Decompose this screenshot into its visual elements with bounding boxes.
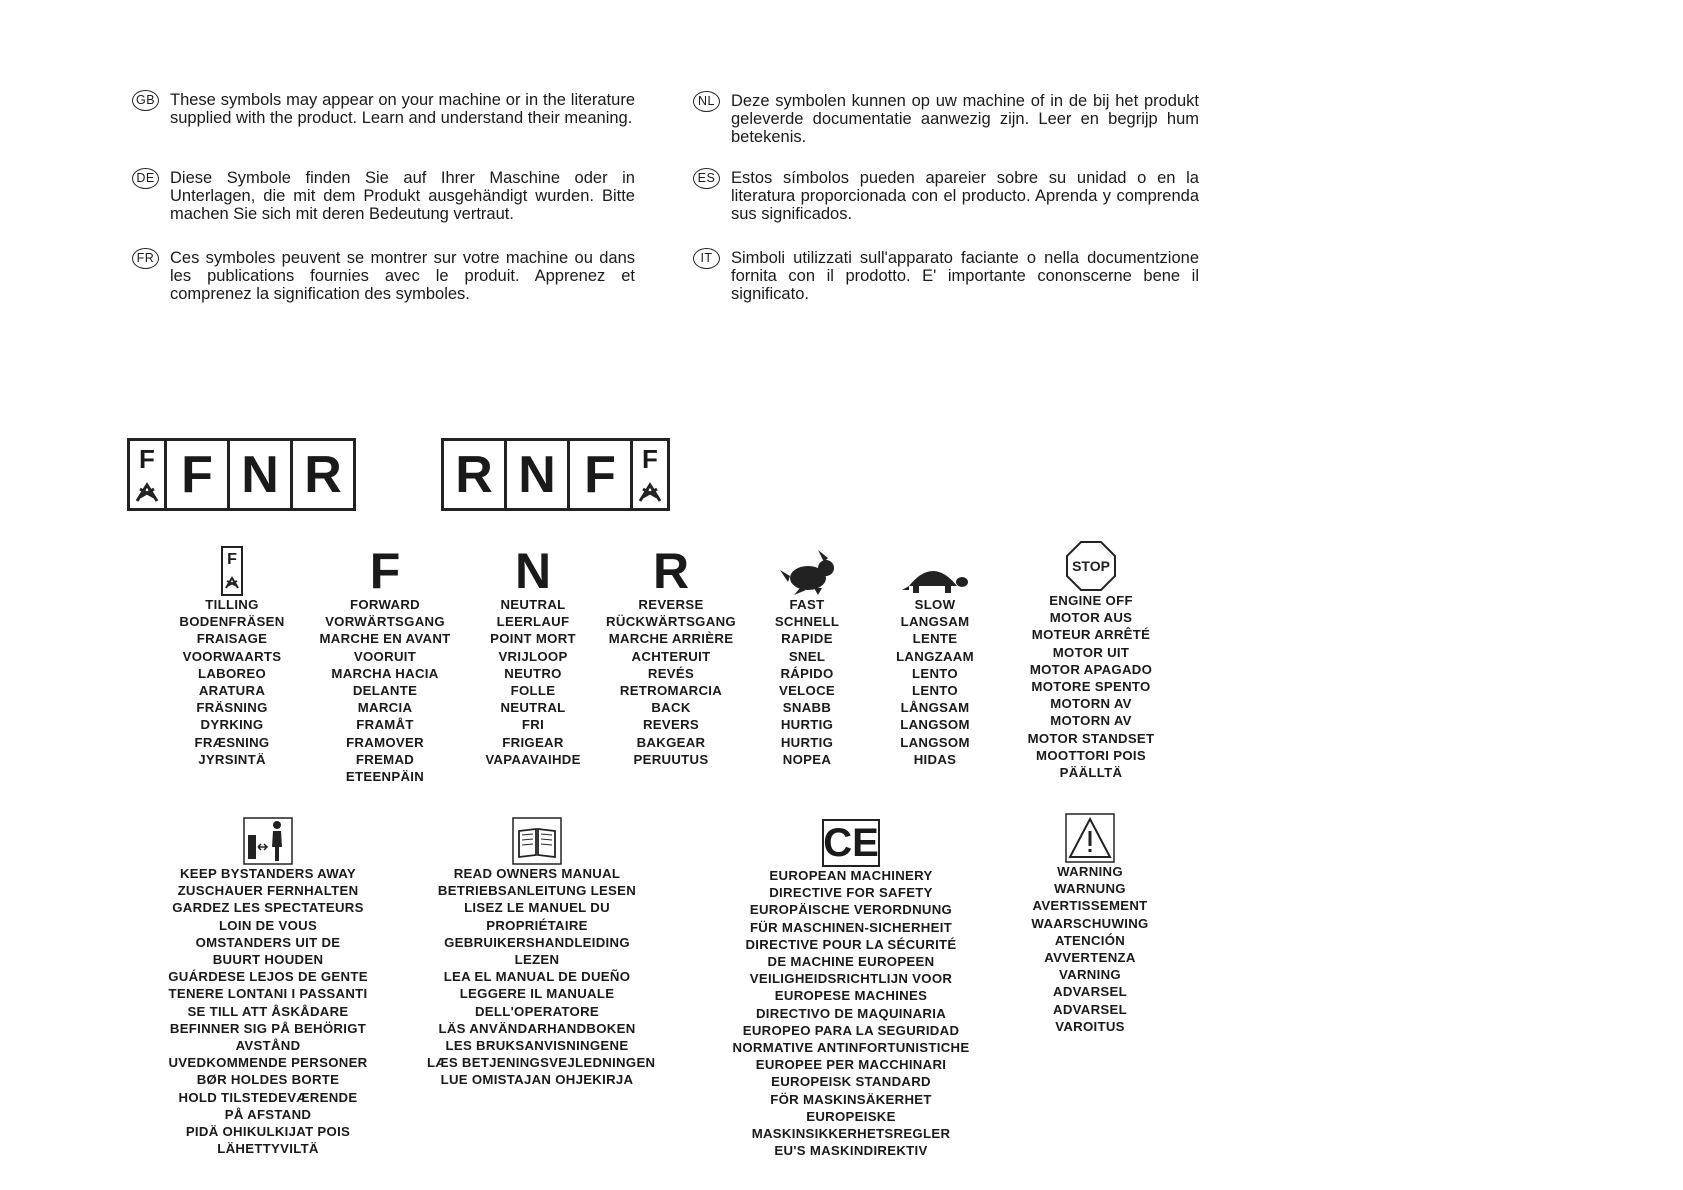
label-line: LEA EL MANUAL DE DUEÑO [443,969,631,985]
label-line: MARCHE EN AVANT [319,631,451,647]
symbol-reverse [596,544,746,768]
label-line: GUÁRDESE LEJOS DE GENTE [168,969,368,985]
label-line: DELL'OPERATORE [474,1003,600,1019]
plate-right-cell-1: R [444,441,504,508]
label-line: SLOW [914,597,956,612]
label-line: BODENFRÄSEN [179,614,285,630]
label-line: WAARSCHUWING [1031,915,1149,931]
label-line: REVERS [642,717,700,733]
forward-labels [305,596,465,785]
label-line: FRI [521,717,545,733]
label-line: NORMATIVE ANTINFORTUNISTICHE [732,1040,970,1056]
label-line: HURTIG [780,734,834,750]
gb-language-badge: GB [132,90,159,111]
label-line: GEBRUIKERSHANDLEIDING [444,934,630,950]
intro-gb-text: These symbols may appear on your machine or in the literature supplied with the product. Learn and understand their meaning. [170,91,635,127]
label-line: AVERTISSEMENT [1032,898,1148,914]
label-line: FRÄSNING [196,700,268,716]
label-line: DE MACHINE EUROPEEN [767,954,935,970]
label-line: AVSTÅND [235,1038,301,1054]
label-line: ARATURA [198,683,266,699]
label-line: EUROPESE MACHINES [774,988,928,1004]
label-line: MOTOR AUS [1049,610,1133,626]
plate-left-cell-2: N [230,441,290,508]
label-line: MOTORN AV [1050,696,1132,712]
label-line: LENTO [912,683,958,699]
manual-icon-wrap [427,813,647,865]
label-line: ATENCIÓN [1054,932,1126,948]
label-line: LÅNGSAM [900,700,970,716]
label-line: FRIGEAR [502,734,564,750]
intro-it [700,249,1199,303]
label-line: LES BRUKSANVISNINGENE [445,1038,629,1054]
intro-fr [136,249,635,303]
label-line: BETRIEBSANLEITUNG LESEN [437,883,637,899]
label-line: FOLLE [510,683,556,699]
label-line: RÜCKWÄRTSGANG [606,614,736,630]
fast-labels [752,596,862,768]
label-line: LÆS BETJENINGSVEJLEDNINGEN [427,1055,656,1071]
turtle-icon [901,560,969,596]
symbol-slow [880,544,990,768]
label-line: BACK [651,700,691,716]
label-line: MARCHE ARRIÈRE [608,631,734,647]
stop-sign-icon [1065,540,1117,592]
label-line: NEUTRAL [500,700,566,716]
de-language-badge: DE [132,168,159,189]
label-line: FORWARD [350,597,420,612]
label-line: DIRECTIVE FOR SAFETY [769,885,933,901]
symbol-tilling [152,544,312,768]
tilling-icon-wrap [152,544,312,596]
label-line: LANGZAAM [896,648,974,664]
label-line: LOIN DE VOUS [218,917,318,933]
label-line: HURTIG [780,717,834,733]
plate-left-cell-3: R [293,441,353,508]
label-line: TILLING [205,597,259,612]
label-line: SNEL [788,648,826,664]
intro-it-text: Simboli utilizzati sull'apparato faciante o nella documentzione fornita con il prodotto. E' importante cononscerne bene il significato. [731,249,1199,303]
label-line: ADVARSEL [1053,984,1127,1000]
engine-off-icon-wrap [1006,540,1176,592]
label-line: READ OWNERS MANUAL [453,866,621,881]
label-line: LABOREO [197,665,267,681]
symbol-bystanders [158,813,378,1157]
label-line: UVEDKOMMENDE PERSONER [168,1055,368,1071]
tilling-cell-icon [633,441,667,508]
intro-de [136,169,635,223]
label-line: AVVERTENZA [1044,950,1136,966]
label-line: MOOTTORI POIS [1036,747,1146,763]
tilling-labels [152,596,312,768]
label-line: NEUTRAL [500,597,566,612]
label-line: MOTOR UIT [1052,644,1130,660]
label-line: TENERE LONTANI I PASSANTI [168,986,368,1002]
symbol-warning [1015,811,1165,1035]
label-line: LENTO [912,665,958,681]
label-line: LISEZ LE MANUEL DU [464,900,610,916]
label-line: EUROPÄISCHE VERORDNUNG [749,902,953,918]
label-line: EU'S MASKINDIREKTIV [774,1143,928,1159]
label-line: DELANTE [352,683,418,699]
forward-icon-wrap [305,543,465,599]
label-line: VARNING [1059,967,1121,983]
symbol-neutral [458,544,608,768]
label-line: DIRECTIVO DE MAQUINARIA [755,1005,947,1021]
intro-es [697,169,1199,223]
label-line: NOPEA [782,751,832,767]
tilling-icon-letter: F [227,551,237,568]
tilling-icon [221,546,243,596]
label-line: LEGGERE IL MANUALE [459,986,615,1002]
intro-nl-text: Deze symbolen kunnen op uw machine of in de bij het produkt geleverde documentatie aanwezig zijn. Leer en begrijp hum betekenis. [731,92,1199,146]
plate-left-cell-1: F [167,441,227,508]
label-line: BEFINNER SIG PÅ BEHÖRIGT [169,1020,367,1036]
label-line: DYRKING [200,717,264,733]
label-line: MOTOR STANDSET [1027,730,1155,746]
label-line: RÁPIDO [780,665,834,681]
label-line: SCHNELL [774,614,840,630]
label-line: LÄHETTYVILTÄ [217,1141,319,1157]
label-line: REVÉS [647,665,695,681]
label-line: MOTORE SPENTO [1031,679,1151,695]
label-line: WARNUNG [1054,881,1126,897]
label-line: PIDÄ OHIKULKIJAT POIS [185,1124,351,1140]
label-line: MASKINSIKKERHETSREGLER [751,1126,951,1142]
label-line: VAPAAVAIHDE [485,751,581,767]
tilling-cell-icon [130,441,164,508]
tine-icon [224,575,240,591]
label-line: DIRECTIVE POUR LA SÉCURITÉ [745,936,957,952]
symbol-engine-off [1006,540,1176,781]
intro-de-text: Diese Symbole finden Sie auf Ihrer Maschine oder in Unterlagen, die mit dem Produkt ausgehändigt wurden. Bitte machen Sie sich mit deren Bedeutung vertraut. [170,169,635,223]
label-line: ETEENPÄIN [345,769,425,785]
symbol-forward [305,544,465,785]
label-line: OMSTANDERS UIT DE [195,934,341,950]
label-line: VOORWAARTS [182,648,282,664]
label-line: MARCIA [357,700,413,716]
label-line: VORWÄRTSGANG [325,614,445,630]
label-line: BUURT HOUDEN [212,952,324,968]
fast-icon-wrap [752,544,862,596]
plate-right-cell-3: F [570,441,630,508]
tine-icon [134,481,160,505]
label-line: LEERLAUF [496,614,570,630]
label-line: SNABB [782,700,832,716]
label-line: FÖR MASKINSÄKERHET [770,1091,932,1107]
intro-fr-text: Ces symboles peuvent se montrer sur votre machine ou dans les publications fournies avec le produit. Apprenez et comprenez la signification des symboles. [170,249,635,303]
intro-es-text: Estos símbolos pueden apareier sobre su unidad o en la literatura proporcionada con el producto. Aprenda y comprenda sus significados. [731,169,1199,223]
manual-labels [427,865,656,1089]
label-line: FRÆSNING [194,734,270,750]
label-line: FRAMOVER [346,734,424,750]
label-line: KEEP BYSTANDERS AWAY [179,866,356,881]
label-line: ADVARSEL [1053,1001,1127,1017]
slow-icon-wrap [880,544,990,596]
label-line: SE TILL ATT ÅSKÅDARE [187,1003,349,1019]
bystanders-labels [158,865,378,1157]
reverse-icon: R [652,543,690,599]
ce-icon-wrap [726,815,976,867]
rabbit-icon [778,548,836,596]
label-line: PROPRIÉTAIRE [486,917,588,933]
label-line: HIDAS [913,751,957,767]
label-line: MOTOR APAGADO [1029,661,1153,677]
label-line: FAST [789,597,825,612]
label-line: ACHTERUIT [631,648,711,664]
label-line: FÜR MASCHINEN-SICHERHEIT [749,919,953,935]
label-line: VAROITUS [1055,1018,1125,1034]
fnr-plate-left [127,438,356,511]
ce-mark-text: CE [823,821,879,865]
ce-mark-icon [822,819,880,867]
label-line: BAKGEAR [636,734,706,750]
label-line: LENTE [912,631,958,647]
tine-icon [637,481,663,505]
label-line: EUROPEISK STANDARD [771,1074,931,1090]
neutral-icon-wrap [458,543,608,599]
label-line: ENGINE OFF [1049,593,1133,608]
label-line: JYRSINTÄ [198,751,266,767]
label-line: PÄÄLLTÄ [1059,765,1123,781]
label-line: LEZEN [514,952,560,968]
label-line: GARDEZ LES SPECTATEURS [172,900,364,916]
label-line: LUE OMISTAJAN OHJEKIRJA [440,1072,634,1088]
intro-nl [698,92,1199,146]
warning-triangle-icon [1065,813,1115,863]
label-line: LANGSAM [900,614,970,630]
label-line: MOTEUR ARRÊTÉ [1031,627,1151,643]
label-line: REVERSE [638,597,704,612]
bystanders-icon-wrap [158,813,378,865]
label-line: EUROPEAN MACHINERY [769,868,933,883]
label-line: NEUTRO [504,665,562,681]
label-line: EUROPEISKE [806,1108,896,1124]
label-line: VELOCE [778,683,836,699]
label-line: EUROPEO PARA LA SEGURIDAD [742,1022,960,1038]
reverse-icon-wrap [596,543,746,599]
label-line: VOORUIT [353,648,417,664]
stop-sign-text: STOP [1072,558,1110,574]
label-line: LANGSOM [900,717,970,733]
label-line: PERUUTUS [633,751,709,767]
it-language-badge: IT [693,248,720,269]
ce-labels [726,867,976,1159]
symbol-ce [726,815,976,1159]
label-line: WARNING [1057,864,1123,879]
reverse-labels [596,596,746,768]
warning-labels [1015,863,1165,1035]
neutral-labels [458,596,608,768]
neutral-icon: N [514,543,552,599]
label-line: RAPIDE [781,631,833,647]
label-line: RETROMARCIA [619,683,723,699]
engine-off-labels [1006,592,1176,781]
label-line: ZUSCHAUER FERNHALTEN [177,883,359,899]
label-line: EUROPEE PER MACCHINARI [755,1057,947,1073]
forward-icon: F [369,543,401,599]
intro-gb [135,91,635,127]
book-icon [512,817,562,865]
es-language-badge: ES [693,168,720,189]
label-line: LANGSOM [900,734,970,750]
label-line: LÄS ANVÄNDARHANDBOKEN [438,1020,636,1036]
label-line: HOLD TILSTEDEVÆRENDE [178,1089,358,1105]
warning-icon-wrap [1015,811,1165,863]
label-line: FREMAD [355,751,415,767]
label-line: PÅ AFSTAND [224,1106,312,1122]
symbol-fast [752,544,862,768]
label-line: VEILIGHEIDSRICHTLIJN VOOR [749,971,953,987]
slow-labels [880,596,990,768]
nl-language-badge: NL [693,91,720,112]
tilling-letter: F [139,444,155,474]
plate-right-cell-2: N [507,441,567,508]
label-line: FRAMÅT [356,717,414,733]
label-line: MOTORN AV [1050,713,1132,729]
fnr-plate-right [441,438,670,511]
label-line: MARCHA HACIA [331,665,439,681]
fr-language-badge: FR [132,248,159,269]
label-line: VRIJLOOP [498,648,568,664]
bystander-icon [243,817,293,865]
label-line: BØR HOLDES BORTE [196,1072,340,1088]
label-line: POINT MORT [490,631,576,647]
label-line: FRAISAGE [196,631,268,647]
symbol-manual [427,813,656,1089]
tilling-letter: F [642,444,658,474]
